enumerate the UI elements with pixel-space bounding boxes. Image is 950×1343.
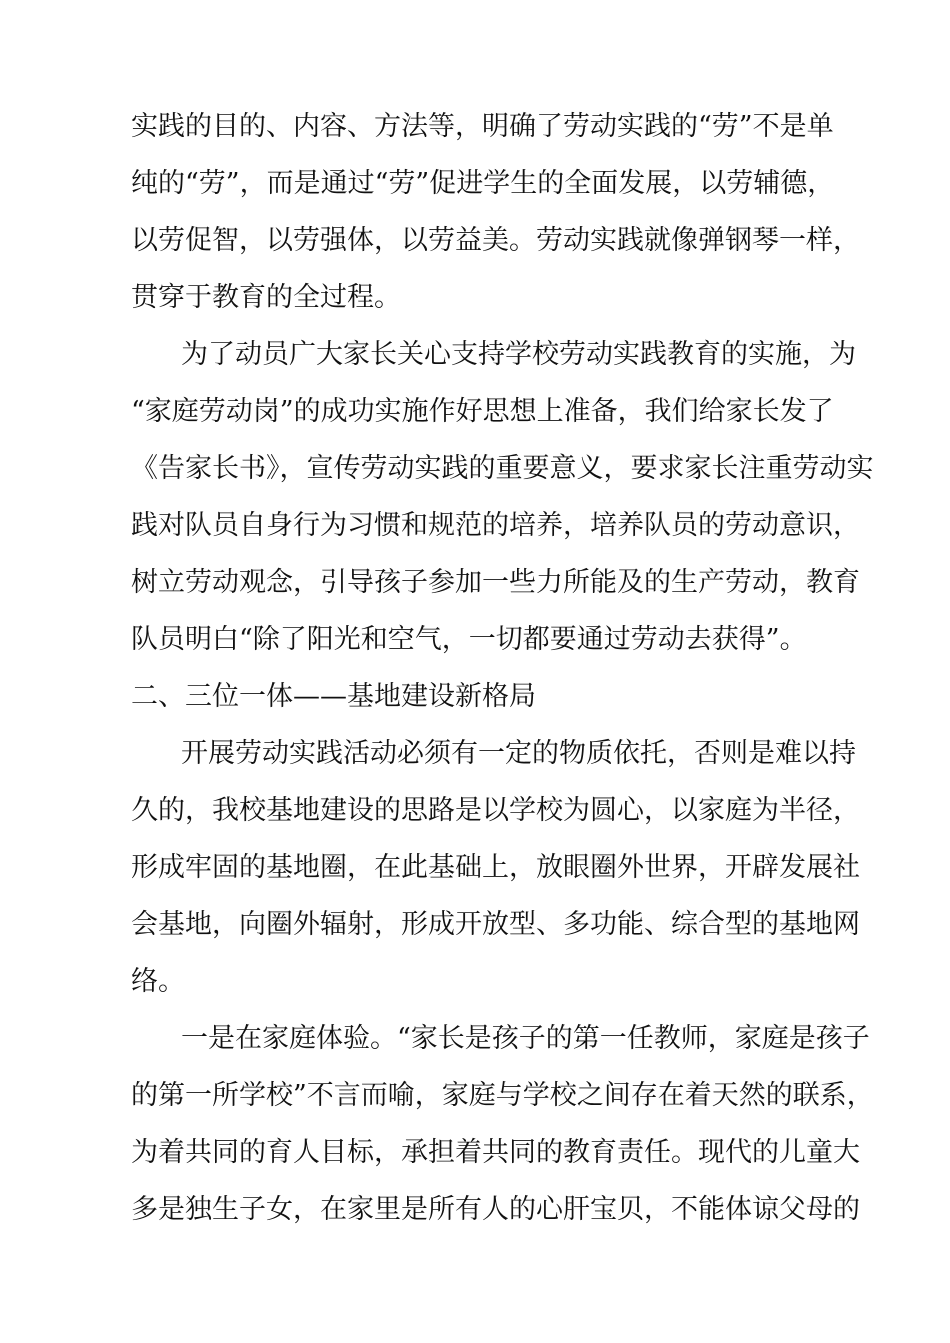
paragraph-line: 树立劳动观念，引导孩子参加一些力所能及的生产劳动，教育	[131, 567, 860, 598]
paragraph-line: 队员明白“除了阳光和空气，一切都要通过劳动去获得”。	[131, 624, 807, 655]
paragraph-line: 贯穿于教育的全过程。	[131, 282, 401, 313]
paragraph-line: 以劳促智，以劳强体，以劳益美。劳动实践就像弹钢琴一样，	[131, 225, 860, 256]
paragraph-line: 络。	[131, 966, 185, 997]
paragraph-line: 久的，我校基地建设的思路是以学校为圆心，以家庭为半径，	[131, 795, 860, 826]
paragraph-line: 践对队员自身行为习惯和规范的培养，培养队员的劳动意识，	[131, 510, 860, 541]
paragraph-line: 会基地，向圈外辐射，形成开放型、多功能、综合型的基地网	[131, 909, 860, 940]
paragraph-line: 多是独生子女，在家里是所有人的心肝宝贝，不能体谅父母的	[131, 1194, 860, 1225]
paragraph-line: 《告家长书》，宣传劳动实践的重要意义，要求家长注重劳动实	[131, 453, 874, 484]
paragraph-line: 为了动员广大家长关心支持学校劳动实践教育的实施，为	[181, 339, 856, 370]
paragraph-line: 一是在家庭体验。“家长是孩子的第一任教师，家庭是孩子	[181, 1023, 870, 1054]
paragraph-line: “家庭劳动岗”的成功实施作好思想上准备，我们给家长发了	[131, 396, 834, 427]
paragraph-line: 形成牢固的基地圈，在此基础上，放眼圈外世界，开辟发展社	[131, 852, 860, 883]
section-heading: 二、三位一体——基地建设新格局	[131, 681, 536, 712]
paragraph-line: 纯的“劳”，而是通过“劳”促进学生的全面发展，以劳辅德，	[131, 168, 835, 199]
paragraph-line: 实践的目的、内容、方法等，明确了劳动实践的“劳”不是单	[131, 111, 834, 142]
paragraph-line: 开展劳动实践活动必须有一定的物质依托，否则是难以持	[181, 738, 856, 769]
paragraph-line: 为着共同的育人目标，承担着共同的教育责任。现代的儿童大	[131, 1137, 860, 1168]
paragraph-line: 的第一所学校”不言而喻，家庭与学校之间存在着天然的联系，	[131, 1080, 874, 1111]
